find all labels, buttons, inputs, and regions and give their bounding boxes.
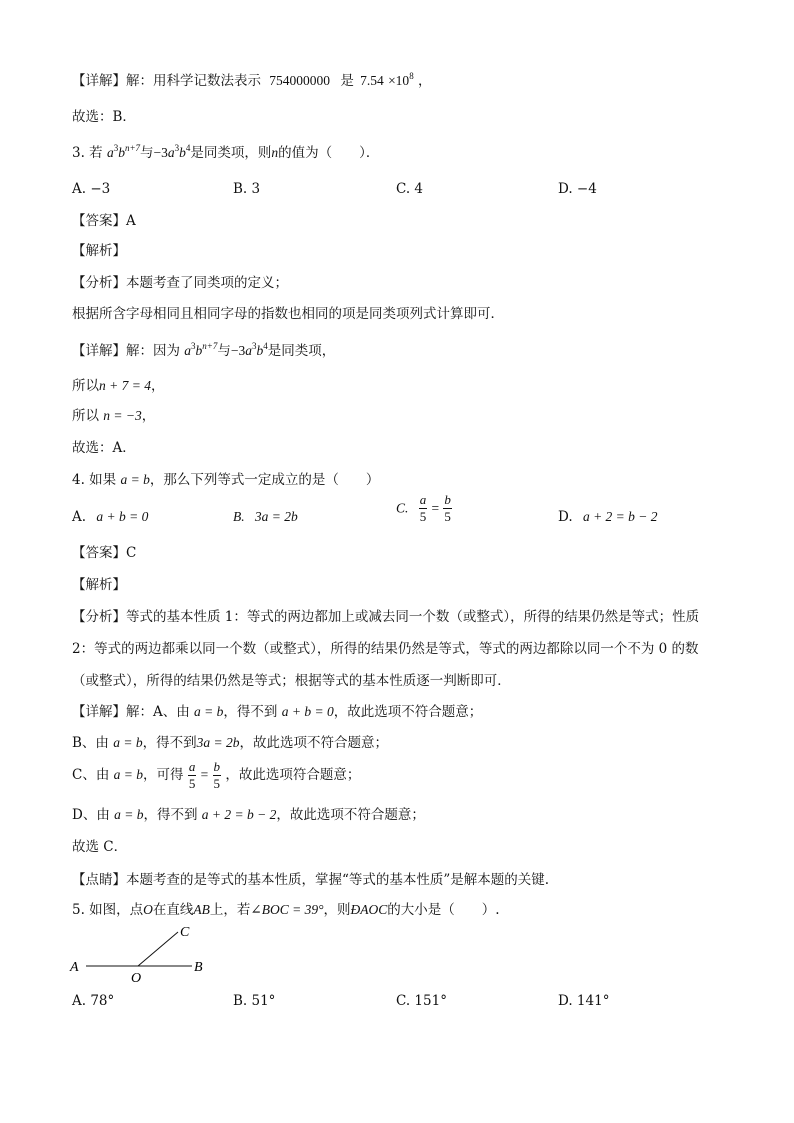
q4-da-a: 【详解】解：A、由	[72, 704, 190, 720]
q5-stem-ab: AB	[193, 902, 210, 917]
q4-dc-eq1: a = b	[113, 767, 144, 782]
q3-step1-end: ，	[150, 378, 165, 394]
q3-detail-c: 是同类项，	[267, 343, 336, 359]
q5-stem-o: O	[143, 902, 153, 917]
q4-da-c: ，故此选项不符合题意；	[333, 704, 483, 720]
q4-dd-eq2: a + 2 = b − 2	[201, 807, 277, 822]
q4-answer: 【答案】C	[72, 545, 137, 561]
q4-dc-frac-left-den: 5	[188, 776, 196, 791]
q5-stem-target: ÐAOC	[350, 902, 388, 917]
q3-term1: $a^3b^{n+7}$	[106, 143, 141, 160]
q4-dd-c: ，故此选项不符合题意；	[276, 807, 425, 823]
q3-choose: 故选：A．	[72, 440, 136, 456]
q5-option-d: D. 141°	[558, 993, 610, 1009]
q3-fenxi: 【分析】本题考查了同类项的定义；	[72, 275, 288, 291]
q4-fenxi-1: 【分析】等式的基本性质 1：等式的两边都加上或减去同一个数（或整式），所得的结果仍然是等式；性质	[72, 609, 700, 625]
label-b: B	[194, 960, 203, 975]
q4-frac-right-den: 5	[444, 509, 451, 524]
q3-step1-a: 所以	[72, 378, 99, 394]
q4-frac-left	[419, 492, 428, 525]
q4-option-a	[72, 508, 148, 526]
q4-detail-c	[72, 756, 360, 794]
q3-option-b: B. 3	[233, 181, 261, 197]
q2-detail	[72, 72, 431, 90]
q5-stem-angle: ∠BOC = 39°	[250, 902, 324, 917]
label-o: O	[131, 971, 142, 986]
q2-end: ，	[417, 73, 432, 89]
q3-step1	[72, 377, 164, 395]
q4-option-d	[558, 508, 658, 526]
q3-stem	[72, 144, 379, 162]
q3-detail-term2: $-3a^3b^4$	[230, 341, 268, 358]
q5-option-c: C. 151°	[396, 993, 447, 1009]
q3-step1-eq: n + 7 = 4	[99, 378, 151, 393]
q3-step2	[72, 407, 155, 425]
q4-frac-eq: =	[431, 500, 440, 516]
q4-option-b	[233, 508, 298, 526]
q3-step2-a: 所以	[72, 408, 99, 424]
q4-dd-a: D、由	[72, 807, 110, 823]
q4-dc-a: C、由	[72, 767, 110, 783]
q4-detail-a	[72, 703, 482, 721]
q5-stem-e: 的大小是（ ）.	[387, 902, 500, 918]
q4-detail-d	[72, 806, 425, 824]
q4-frac-left-num: a	[419, 492, 427, 507]
q3-step2-eq: n = −3	[103, 408, 142, 423]
q4-stem-eq: a = b	[120, 472, 150, 487]
q3-method: 根据所含字母相同且相同字母的指数也相同的项是同类项列式计算即可．	[72, 306, 504, 322]
q4-dc-frac-left-num: a	[188, 759, 196, 774]
ray-oc	[138, 932, 178, 966]
q2-number: 754000000	[269, 73, 331, 88]
q4-db-c: ，故此选项不符合题意；	[239, 735, 388, 751]
q4-dc-b: ，可得	[143, 767, 184, 783]
q4-opt-a-label: A.	[72, 509, 87, 525]
q3-stem-d: 的值为（ ）．	[278, 145, 380, 161]
q4-opt-d-label: D.	[558, 509, 573, 525]
q2-choose: 故选：B．	[72, 109, 136, 125]
q4-stem-a: 4. 如果	[72, 472, 117, 488]
q4-db-eq1: a = b	[113, 735, 143, 750]
q4-opt-a-eq: a + b = 0	[96, 509, 149, 524]
angle-figure	[66, 920, 216, 990]
q4-frac-right	[443, 492, 452, 525]
q5-stem-b: 在直线	[152, 902, 194, 918]
q4-dd-b: ，得不到	[143, 807, 198, 823]
q3-analysis: 【解析】	[72, 243, 126, 259]
q4-dc-frac-right-den: 5	[213, 776, 221, 791]
q4-opt-c-label: C.	[396, 500, 409, 516]
label-a: A	[70, 960, 79, 975]
q4-fenxi-2: 2：等式的两边都乘以同一个数（或整式），所得的结果仍然是等式，等式的两边都除以同一个不为 0 的数	[72, 641, 699, 657]
q2-times: ×10	[388, 73, 410, 88]
q3-detail	[72, 342, 335, 360]
q4-stem	[72, 471, 379, 489]
q4-fenxi-3: （或整式），所得的结果仍然是等式；根据等式的基本性质逐一判断即可．	[72, 673, 511, 689]
q4-dc-frac-left	[188, 759, 197, 792]
q4-dd-eq1: a = b	[114, 807, 144, 822]
q2-exp: 8	[409, 71, 414, 81]
q3-answer: 【答案】A	[72, 213, 136, 229]
q3-option-c: C. 4	[396, 181, 424, 197]
q4-choose: 故选 C．	[72, 839, 128, 855]
q3-option-a: A. −3	[72, 181, 111, 197]
label-c: C	[180, 925, 190, 940]
q4-frac-left-den: 5	[419, 509, 427, 524]
q4-db-b: ，得不到	[142, 735, 197, 751]
q5-stem-c: 上，若	[209, 902, 251, 918]
q4-da-eq2: a + b = 0	[281, 704, 334, 719]
q3-detail-term1: $a^3b^{n+7}$	[184, 341, 218, 358]
q4-opt-b-eq: 3a = 2b	[254, 509, 298, 524]
q5-option-b: B. 51°	[233, 993, 276, 1009]
q4-opt-d-eq: a + 2 = b − 2	[582, 509, 658, 524]
q3-detail-b: 与	[217, 343, 231, 359]
q4-da-eq1: a = b	[194, 704, 224, 719]
q3-term2: $-3a^3b^4$	[153, 143, 191, 160]
q3-step2-end: ，	[141, 408, 156, 424]
q3-detail-a: 【详解】解：因为	[72, 343, 180, 359]
q4-stem-b: ，那么下列等式一定成立的是（ ）	[149, 472, 380, 488]
q4-option-c	[396, 492, 452, 525]
q5-stem	[72, 901, 500, 919]
q4-db-eq2: 3a = 2b	[196, 735, 240, 750]
q4-da-b: ，得不到	[223, 704, 278, 720]
q3-stem-b: 与	[140, 145, 154, 161]
q4-dc-frac-eq: =	[200, 767, 209, 782]
q2-mid: 是	[340, 73, 354, 89]
q5-stem-d: ，则	[323, 902, 351, 918]
q4-dc-c: ，故此选项符合题意；	[225, 767, 361, 783]
q4-analysis: 【解析】	[72, 577, 126, 593]
q4-dc-frac-right	[213, 759, 222, 792]
q5-option-a: A. 78°	[72, 993, 115, 1009]
q4-db-a: B、由	[72, 735, 109, 751]
q3-option-d: D. −4	[558, 181, 597, 197]
q2-detail-prefix: 【详解】解：用科学记数法表示	[72, 73, 261, 89]
q4-dc-frac-right-num: b	[213, 759, 221, 774]
q4-comment: 【点睛】本题考查的是等式的基本性质，掌握“等式的基本性质”是解本题的关键.	[72, 872, 550, 888]
q3-stem-c: 是同类项，则	[190, 145, 272, 161]
q5-stem-a: 5. 如图，点	[72, 902, 144, 918]
q3-var: n	[271, 145, 279, 160]
q4-frac-right-num: b	[444, 492, 451, 507]
q2-coef: 7.54	[360, 73, 384, 88]
q4-detail-b	[72, 734, 388, 752]
q3-stem-a: 3. 若	[72, 145, 103, 161]
q4-opt-b-label: B.	[233, 509, 245, 524]
